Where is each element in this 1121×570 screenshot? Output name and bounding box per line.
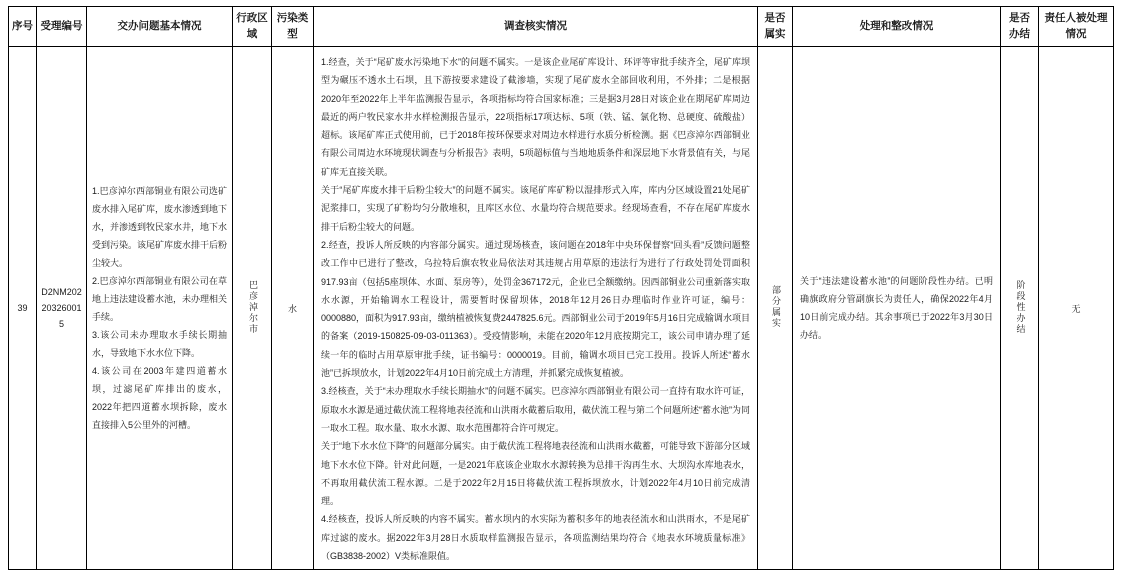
col-header-case-no: 受理编号 <box>37 7 87 47</box>
problem-paragraph: 3.该公司未办理取水手续长期抽水，导致地下水水位下降。 <box>92 330 227 359</box>
investigation-paragraph: 2.经查，投诉人所反映的内容部分属实。通过现场核查，该问题在2018年中央环保督察“回头看”反馈问题整改工作中已进行了整改，乌拉特后旗农牧业局依法对其违规占用草原的违法行为进行了行政处罚处罚面积917.93亩（包括5座坝体、水面、泵房等），处罚金367172元，企业已全额缴纳。因西部铜业公司重新落实取水水源，开始输调水工程设计，需要暂时保留坝体，2018年12月26日办理临时作业许可证，编号：0000880，面积为917.93亩，缴纳植被恢复费2447825.6元。西部铜业公司于2019年5月16日完成输调水项目的备案（2019-150825-09-03-011363）。受疫情影响，未能在2020年12月底按期完工，该公司申请办理了延续一年的临时占用草原审批手续，证书编号：0000019。目前，输调水项目已完工投用。投诉人所述“蓄水池”已拆坝放水，计划2022年4月10日前完成土方清理，并抓紧完成恢复植被。 <box>321 239 750 379</box>
investigation-paragraph: 3.经核查，关于“未办理取水手续长期抽水”的问题不属实。巴彦淖尔西部铜业有限公司一直持有取水许可证，原取水水源是通过截伏流工程将地表径流和山洪雨水截蓄后取用，截伏流工程与第二个问题所述“蓄水池”为同一取水工程。取水量、取水水源、取水范围都符合许可规定。 <box>321 386 750 433</box>
col-header-region: 行政区域 <box>233 7 272 47</box>
col-header-responsible: 责任人被处理情况 <box>1039 7 1114 47</box>
responsible-cell: 无 <box>1039 47 1114 570</box>
col-header-verified: 是否属实 <box>758 7 793 47</box>
problem-paragraph: 2.巴彦淖尔西部铜业有限公司在草地上违法建设蓄水池，未办理相关手续。 <box>92 276 228 323</box>
col-header-pollution-type: 污染类型 <box>272 7 314 47</box>
region-cell <box>233 47 272 570</box>
col-header-investigation: 调查核实情况 <box>314 7 758 47</box>
serial-number-cell: 39 <box>9 47 37 570</box>
concluded-label: 阶段性办结 <box>1015 279 1026 335</box>
investigation-paragraph: 关于“地下水水位下降”的问题部分属实。由于截伏流工程将地表径流和山洪雨水截蓄，可能导致下游部分区域地下水水位下降。针对此问题，一是2021年底该企业取水水源转换为总排干沟再生水、大坝沟水库地表水，不再取用截伏流工程水源。二是于2022年2月15日将截伏流工程拆坝放水，计划2022年4月10日前完成清理。 <box>321 441 750 507</box>
problem-paragraph: 4.该公司在2003年建四道蓄水坝，过滤尾矿库排出的废水，2022年把四道蓄水坝拆除，废水直接排入5公里外的河槽。 <box>92 366 227 431</box>
verified-cell <box>758 47 793 570</box>
header-row <box>9 7 1114 47</box>
case-table <box>8 6 1114 570</box>
concluded-cell <box>1001 47 1039 570</box>
table-row <box>9 47 1114 570</box>
col-header-handling: 处理和整改情况 <box>793 7 1001 47</box>
investigation-paragraph: 1.经查，关于“尾矿废水污染地下水”的问题不属实。一是该企业尾矿库设计、环评等审批手续齐全，尾矿库坝型为碾压不透水土石坝，且下游按要求建设了截渗墙，实现了尾矿废水全部回收利用，不外排；二是根据2020年至2022年上半年监测报告显示，各项指标均符合国家标准；三是据3月28日对该企业在期尾矿库周边最近的两户牧民家水井水样检测报告显示，22项指标17项达标、5项（铁、锰、氯化物、总硬度、硫酸盐）超标。该尾矿库正式使用前，已于2018年按环保要求对周边水样进行水质分析检测。据《巴彦淖尔西部铜业有限公司周边水环境现状调查与分析报告》表明，5项超标值与当地地质条件和深层地下水背景值有关，与尾矿库无直接关联。 <box>321 57 750 177</box>
col-header-problem: 交办问题基本情况 <box>87 7 233 47</box>
col-header-concluded: 是否办结 <box>1001 7 1039 47</box>
handling-cell: 关于“违法建设蓄水池”的问题阶段性办结。已明确旗政府分管副旗长为责任人，确保2022年4月10日前完成办结。其余事项已于2022年3月30日办结。 <box>793 47 1001 570</box>
investigation-paragraph: 关于“尾矿库废水排干后粉尘较大”的问题不属实。该尾矿库矿粉以湿排形式入库，库内分区域设置21处尾矿泥浆排口，实现了矿粉均匀分散堆积，且库区水位、水量均符合规范要求。经现场查看，不存在尾矿库废水排干后粉尘较大的问题。 <box>321 185 750 232</box>
problem-description-cell <box>87 47 233 570</box>
investigation-paragraph: 4.经核查，投诉人所反映的内容不属实。蓄水坝内的水实际为蓄积多年的地表径流水和山洪雨水，不是尾矿库过滤的废水。据2022年3月28日水质取样监测报告显示，各项监测结果均符合《地表水环境质量标准》（GB3838-2002）V类标准限值。 <box>321 514 750 562</box>
pollution-type-cell: 水 <box>272 47 314 570</box>
verified-label: 部分属实 <box>770 285 781 330</box>
problem-paragraph: 1.巴彦淖尔西部铜业有限公司选矿废水排入尾矿库，废水渗透到地下水，并渗透到牧民家水井，地下水受到污染。该尾矿库废水排干后粉尘较大。 <box>92 186 228 269</box>
col-header-serial: 序号 <box>9 7 37 47</box>
region-label: 巴彦淖尔市 <box>247 279 258 335</box>
investigation-cell <box>314 47 758 570</box>
case-number-cell: D2NM202203260015 <box>37 47 87 570</box>
